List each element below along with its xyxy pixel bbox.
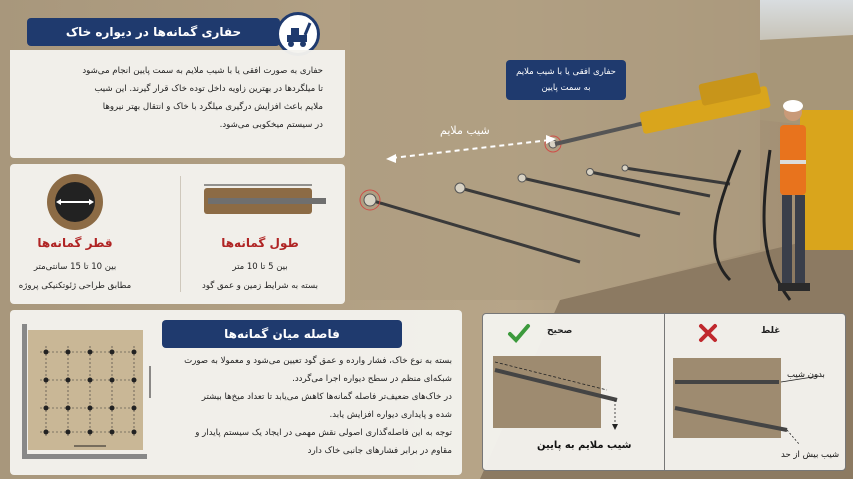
length-line2: بسته به شرایط زمین و عمق گود [202,281,318,291]
wrong-section [669,318,841,468]
header-title: حفاری گمانه‌ها در دیواره خاک [27,18,280,46]
intro-panel [10,50,345,158]
compare-divider [664,314,665,470]
correct-label: صحیح [547,326,573,336]
nail-length-illustration [200,182,330,218]
callout-line1: حفاری افقی یا با شیب ملایم [516,67,616,77]
dimensions-panel [10,164,345,304]
callout-line2: به سمت پایین [541,83,591,93]
nail-diameter-illustration [45,172,105,232]
intro-line: ملایم باعث افزایش درگیری میلگرد با خاک و انتقال بهتر نیروها [102,102,323,112]
drilling-callout [506,60,626,100]
spacing-line: توجه به این فاصله‌گذاری اصولی نقش مهمی در ایجاد یک سیستم پایدار و [195,428,452,438]
length-title: طول گمانه‌ها [221,236,299,250]
section-divider [180,176,181,292]
diameter-section [10,164,180,304]
wrong-label: غلط [761,326,781,336]
compare-panel [482,313,846,471]
spacing-panel [10,310,462,475]
check-icon [507,322,531,344]
diameter-title: قطر گمانه‌ها [37,236,113,250]
length-line1: بین 5 تا 10 متر [232,262,288,272]
length-section [185,164,345,304]
spacing-line: شده و پایداری دیواره افزایش یابد. [329,410,452,420]
intro-line: تا میلگردها در بهترین زاویه داخل توده خاک قرار گیرند. این شیب [94,84,323,94]
no-slope-label: بدون شیب [787,370,825,380]
wrong-diagram [669,352,841,452]
cross-icon [697,322,719,344]
spacing-line: بسته به نوع خاک، فشار وارده و عمق گود تعیین می‌شود و معمولا به صورت [184,356,452,366]
spacing-line: مقاوم در برابر فشارهای جانبی خاک دارد [307,446,452,456]
intro-line: در سیستم میخکوبی می‌شود. [219,120,323,130]
intro-line: حفاری به صورت افقی یا با شیب ملایم به سمت پایین انجام می‌شود [82,66,323,76]
spacing-line: در خاک‌های ضعیف‌تر فاصله گمانه‌ها کاهش می‌یابد تا تعداد میخ‌ها بیشتر [201,392,452,402]
spacing-title: فاصله میان گمانه‌ها [162,320,402,348]
diameter-line1: بین 10 تا 15 سانتی‌متر [33,262,117,272]
slope-label: شیب ملایم [440,124,490,137]
correct-diagram [487,356,659,436]
too-steep-label: شیب بیش از حد [781,450,840,460]
spacing-line: شبکه‌ای منظم در سطح دیواره اجرا می‌گردد. [292,374,452,384]
diameter-line2: مطابق طراحی ژئوتکنیکی پروژه [18,281,132,291]
spacing-grid-illustration [18,322,158,462]
correct-caption: شیب ملایم به پایین [537,440,632,451]
correct-section [487,318,659,468]
